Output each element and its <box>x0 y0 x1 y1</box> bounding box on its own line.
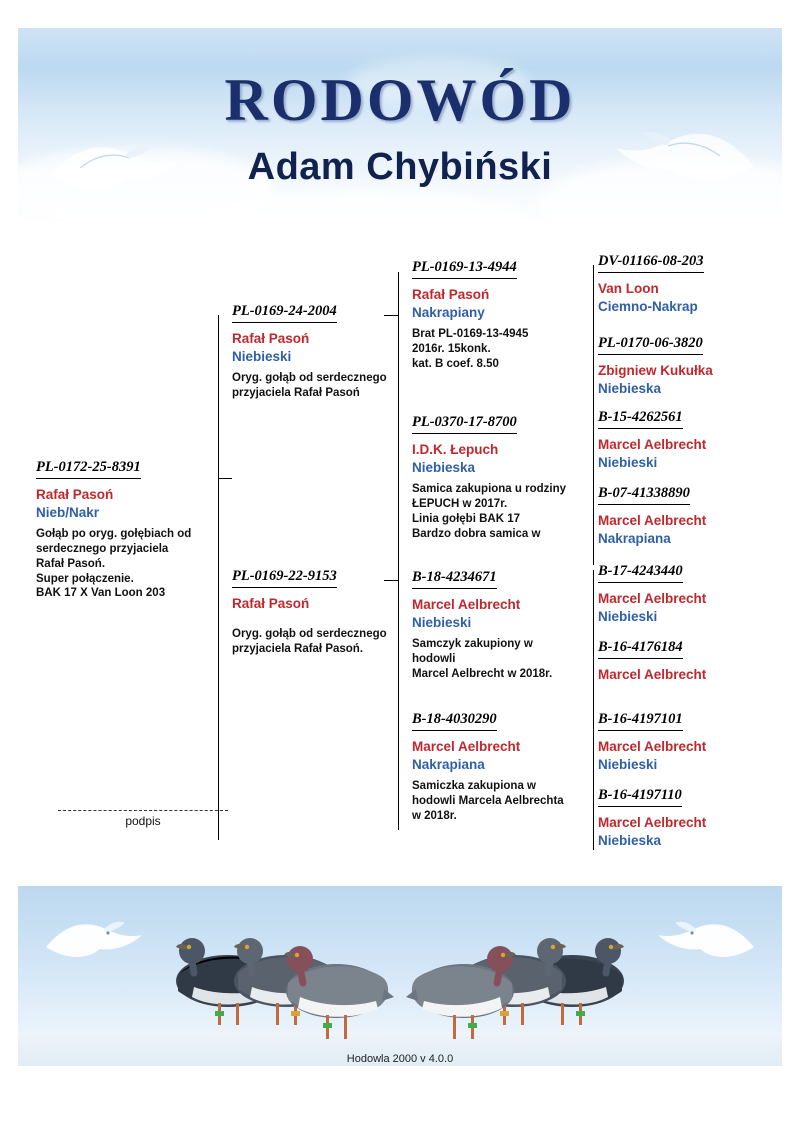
owner-name: Marcel Aelbrecht <box>412 739 521 754</box>
note-line: Oryg. gołąb od serdecznego <box>232 628 387 641</box>
notes-block <box>36 527 216 601</box>
ring-number: B-16-4176184 <box>598 639 683 659</box>
ring-number: B-17-4243440 <box>598 563 683 583</box>
flying-pigeon-icon <box>652 903 762 978</box>
node-gen2-2 <box>412 413 587 541</box>
ring-number: PL-0170-06-3820 <box>598 335 703 355</box>
note-line: Brat PL-0169-13-4945 <box>412 328 529 341</box>
notes-block <box>232 371 402 400</box>
standing-pigeon-photo <box>270 905 400 1060</box>
signature-area <box>58 810 228 828</box>
color-label: Nieb/Nakr <box>36 505 100 521</box>
node-gen3-8 <box>598 786 778 850</box>
notes-block <box>412 327 587 371</box>
owner-name: Rafał Pasoń <box>36 487 114 502</box>
notes-block <box>232 627 402 656</box>
ring-number: B-18-4234671 <box>412 569 497 589</box>
notes-block <box>412 779 587 823</box>
header-banner <box>18 28 782 250</box>
color-label: Niebieski <box>412 615 472 631</box>
owner-name: Marcel Aelbrecht <box>598 815 707 830</box>
node-gen2-4 <box>412 710 587 824</box>
connector-line <box>593 415 594 565</box>
owner-name: Van Loon <box>598 281 659 296</box>
ring-number: B-15-4262561 <box>598 409 683 429</box>
note-line: przyjaciela Rafał Pasoń <box>232 387 360 400</box>
owner-name: Marcel Aelbrecht <box>412 597 521 612</box>
node-gen3-1 <box>598 252 778 316</box>
owner-name: Marcel Aelbrecht <box>598 667 707 682</box>
owner-name: Marcel Aelbrecht <box>598 591 707 606</box>
pedigree-tree <box>18 250 782 880</box>
node-gen2-1 <box>412 258 587 372</box>
color-label: Niebieska <box>598 833 662 849</box>
note-line: w 2018r. <box>412 809 457 822</box>
note-line: Gołąb po oryg. gołębiach od <box>36 528 192 541</box>
signature-line <box>58 810 228 811</box>
note-line: przyjaciela Rafał Pasoń. <box>232 642 364 655</box>
owner-name: Rafał Pasoń <box>412 287 490 302</box>
ring-number: PL-0169-13-4944 <box>412 259 517 279</box>
standing-pigeon-photo <box>400 905 530 1060</box>
ring-number: DV-01166-08-203 <box>598 253 704 273</box>
page-title: RODOWÓD <box>224 67 576 133</box>
ring-number: B-16-4197101 <box>598 711 683 731</box>
note-line: serdecznego przyjaciela <box>36 543 169 556</box>
note-line: Samica zakupiona u rodziny <box>412 483 567 496</box>
ring-number: PL-0370-17-8700 <box>412 414 517 434</box>
note-line: Samczyk zakupiony w <box>412 638 533 651</box>
node-gen3-7 <box>598 710 778 774</box>
connector-line <box>593 720 594 850</box>
color-label: Niebieska <box>598 381 662 397</box>
footer-photo-band <box>18 886 782 1066</box>
owner-name: I.D.K. Łepuch <box>412 442 499 457</box>
ring-number: PL-0169-24-2004 <box>232 303 337 323</box>
node-gen3-5 <box>598 562 778 626</box>
ring-number: B-16-4197110 <box>598 787 682 807</box>
note-line: BAK 17 X Van Loon 203 <box>36 587 166 600</box>
node-gen1-sire <box>232 302 402 401</box>
owner-name: Rafał Pasoń <box>232 596 310 611</box>
note-line: Rafał Pasoń. <box>36 557 106 570</box>
ring-number: B-18-4030290 <box>412 711 497 731</box>
note-line: Super połączenie. <box>36 572 134 585</box>
color-label: Niebieski <box>598 609 658 625</box>
color-label: Niebieski <box>598 757 658 773</box>
color-label: Ciemno-Nakrap <box>598 299 698 315</box>
owner-name: Marcel Aelbrecht <box>598 513 707 528</box>
note-line: ŁEPUCH w 2017r. <box>412 498 508 511</box>
ring-number: B-07-41338890 <box>598 485 690 505</box>
connector-line <box>218 478 232 479</box>
connector-line <box>218 315 219 840</box>
color-label: Niebieski <box>598 455 658 471</box>
signature-label: podpis <box>125 814 161 828</box>
node-gen3-6 <box>598 638 778 684</box>
node-gen3-3 <box>598 408 778 472</box>
note-line: kat. B coef. 8.50 <box>412 357 499 370</box>
note-line: 2016r. 15konk. <box>412 343 491 356</box>
color-label: Nakrapiany <box>412 305 485 321</box>
owner-name: Marcel Aelbrecht <box>598 437 707 452</box>
owner-name: Marcel Aelbrecht <box>598 739 707 754</box>
ring-number: PL-0172-25-8391 <box>36 459 141 479</box>
color-label: Niebieska <box>412 460 476 476</box>
node-gen1-dam <box>232 567 402 657</box>
notes-block <box>412 637 587 681</box>
node-gen2-3 <box>412 568 587 682</box>
note-line: hodowli Marcela Aelbrechta <box>412 795 564 808</box>
color-label: Niebieski <box>232 349 292 365</box>
color-label: Nakrapiana <box>598 531 671 547</box>
note-line: Linia gołębi BAK 17 <box>412 512 520 525</box>
note-line: hodowli <box>412 653 456 666</box>
connector-line <box>593 265 594 415</box>
owner-name: Rafał Pasoń <box>232 331 310 346</box>
breeder-name: Adam Chybiński <box>247 146 553 188</box>
node-gen3-2 <box>598 334 778 398</box>
color-label: Nakrapiana <box>412 757 485 773</box>
connector-line <box>593 570 594 720</box>
ring-number: PL-0169-22-9153 <box>232 568 337 588</box>
note-line: Marcel Aelbrecht w 2018r. <box>412 667 553 680</box>
cloud-decoration <box>198 188 528 250</box>
note-line: Bardzo dobra samica w <box>412 527 541 540</box>
owner-name: Zbigniew Kukułka <box>598 363 713 378</box>
node-subject <box>36 458 216 601</box>
flying-pigeon-icon <box>38 903 148 978</box>
note-line: Samiczka zakupiona w <box>412 780 536 793</box>
notes-block <box>412 482 587 541</box>
software-credit: Hodowla 2000 v 4.0.0 <box>346 1053 454 1065</box>
note-line: Oryg. gołąb od serdecznego <box>232 372 387 385</box>
node-gen3-4 <box>598 484 778 548</box>
